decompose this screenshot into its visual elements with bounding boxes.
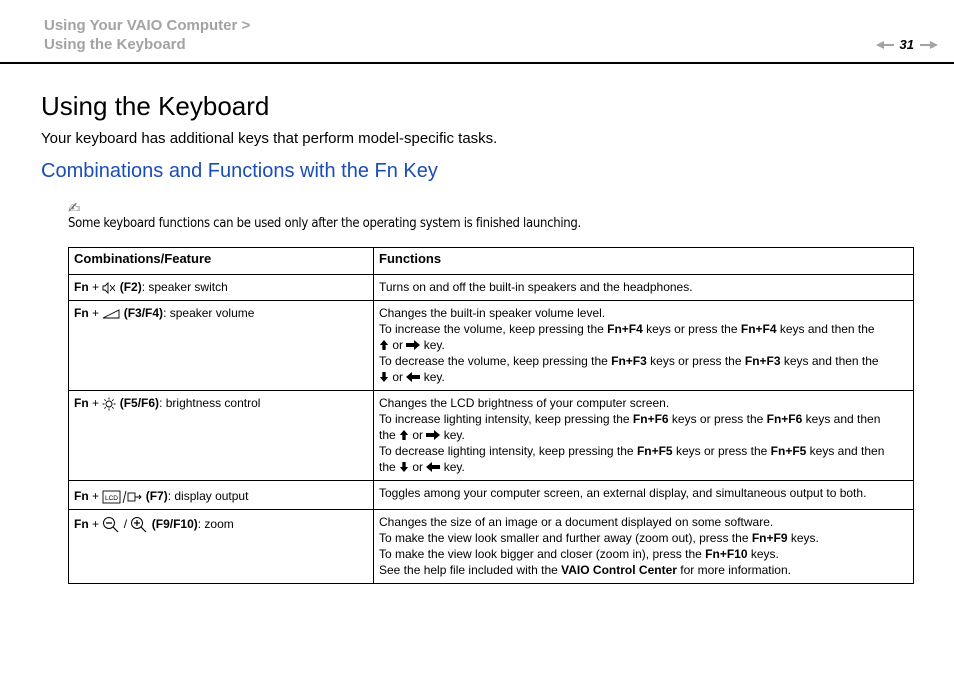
arrow-down-icon <box>399 461 409 473</box>
function-text: the or key. <box>379 460 465 474</box>
function-cell <box>374 481 914 510</box>
key-combo: (F9/F10) <box>151 517 198 532</box>
next-page-icon[interactable] <box>920 41 938 49</box>
table-row <box>69 481 914 510</box>
previous-page-icon[interactable] <box>876 41 894 49</box>
combo-cell <box>69 391 374 481</box>
page-title: Using the Keyboard <box>41 91 270 121</box>
key-combo: (F2) <box>119 280 142 294</box>
function-cell <box>374 301 914 391</box>
col-header-combinations: Combinations/Feature <box>69 248 374 275</box>
function-cell <box>374 510 914 584</box>
function-text: or key. <box>379 337 908 353</box>
function-text: To increase the volume, keep pressing the Fn+F4 keys or press the Fn+F4 keys and then the <box>379 322 875 336</box>
plus-sign: + <box>92 517 100 532</box>
function-text: Turns on and off the built-in speakers and the headphones. <box>379 280 693 294</box>
function-cell <box>374 391 914 481</box>
fn-key-label: Fn <box>74 517 89 532</box>
fn-key-table <box>68 247 914 584</box>
function-text: To increase lighting intensity, keep pressing the Fn+F6 keys or press the Fn+F6 keys and then <box>379 412 881 426</box>
function-text: To decrease lighting intensity, keep pressing the Fn+F5 keys or press the Fn+F5 keys and then <box>379 444 885 458</box>
display-output-icon <box>102 490 142 504</box>
svg-text:LCD: LCD <box>105 494 119 502</box>
arrow-left-icon <box>406 371 420 383</box>
header-divider <box>0 62 954 64</box>
key-combo: (F3/F4) <box>123 306 164 320</box>
fn-key-label: Fn <box>74 489 89 503</box>
function-cell <box>374 275 914 301</box>
key-combo: (F7) <box>145 489 168 503</box>
combo-cell: Fn + / (F9/F10): zoom <box>69 510 374 584</box>
arrow-left-icon <box>426 461 440 473</box>
function-text: the or key. <box>379 428 465 442</box>
breadcrumb-parent[interactable]: Using Your VAIO Computer > <box>44 17 251 34</box>
function-text: See the help file included with the VAIO Control Center for more information. <box>379 563 791 577</box>
volume-ramp-icon <box>102 309 120 319</box>
plus-sign: + <box>92 489 100 503</box>
plus-sign: + <box>92 306 100 320</box>
note-pencil-icon: ✍ <box>68 200 81 217</box>
table-header-row <box>69 248 914 275</box>
function-text: or key. <box>379 369 908 385</box>
section-title: Combinations and Functions with the Fn Key <box>41 160 438 182</box>
fn-key-label: Fn <box>74 396 89 410</box>
table-row <box>69 510 914 584</box>
feature-label: : display output <box>167 489 249 503</box>
zoom-out-icon <box>102 516 120 534</box>
arrow-up-icon <box>379 339 389 351</box>
breadcrumb-current[interactable]: Using the Keyboard <box>44 36 186 53</box>
arrow-right-icon <box>426 429 440 441</box>
feature-label: : speaker volume <box>163 306 255 320</box>
function-text: To decrease the volume, keep pressing the Fn+F3 keys or press the Fn+F3 keys and then the <box>379 354 879 368</box>
combo-cell <box>69 481 374 510</box>
arrow-up-icon <box>399 429 409 441</box>
page-number: 31 <box>899 37 914 52</box>
feature-label: : zoom <box>197 517 234 532</box>
function-text: Changes the built-in speaker volume level. <box>379 306 606 320</box>
function-text: To make the view look smaller and further away (zoom out), press the Fn+F9 keys. <box>379 531 819 545</box>
brightness-sun-icon <box>102 397 116 411</box>
key-combo: (F5/F6) <box>119 396 160 410</box>
table-row <box>69 391 914 481</box>
feature-label: : speaker switch <box>141 280 228 294</box>
function-text: Toggles among your computer screen, an external display, and simultaneous output to both. <box>379 486 867 500</box>
feature-label: : brightness control <box>159 396 261 410</box>
fn-key-label: Fn <box>74 306 89 320</box>
page-navigation <box>876 37 938 52</box>
speaker-mute-icon <box>102 282 116 294</box>
table-row <box>69 275 914 301</box>
fn-key-label: Fn <box>74 280 89 294</box>
function-text: Changes the size of an image or a document displayed on some software. <box>379 515 774 529</box>
intro-text: Your keyboard has additional keys that perform model-specific tasks. <box>41 130 498 147</box>
function-text: Changes the LCD brightness of your computer screen. <box>379 396 670 410</box>
zoom-in-icon <box>130 516 148 534</box>
table-row <box>69 301 914 391</box>
plus-sign: + <box>92 280 100 294</box>
arrow-down-icon <box>379 371 389 383</box>
function-text: To make the view look bigger and closer (zoom in), press the Fn+F10 keys. <box>379 547 779 561</box>
combo-cell <box>69 275 374 301</box>
page-header <box>44 16 250 54</box>
combo-cell <box>69 301 374 391</box>
col-header-functions: Functions <box>374 248 914 275</box>
plus-sign: + <box>92 396 100 410</box>
note-text: Some keyboard functions can be used only after the operating system is finished launching. <box>68 216 581 231</box>
arrow-right-icon <box>406 339 420 351</box>
